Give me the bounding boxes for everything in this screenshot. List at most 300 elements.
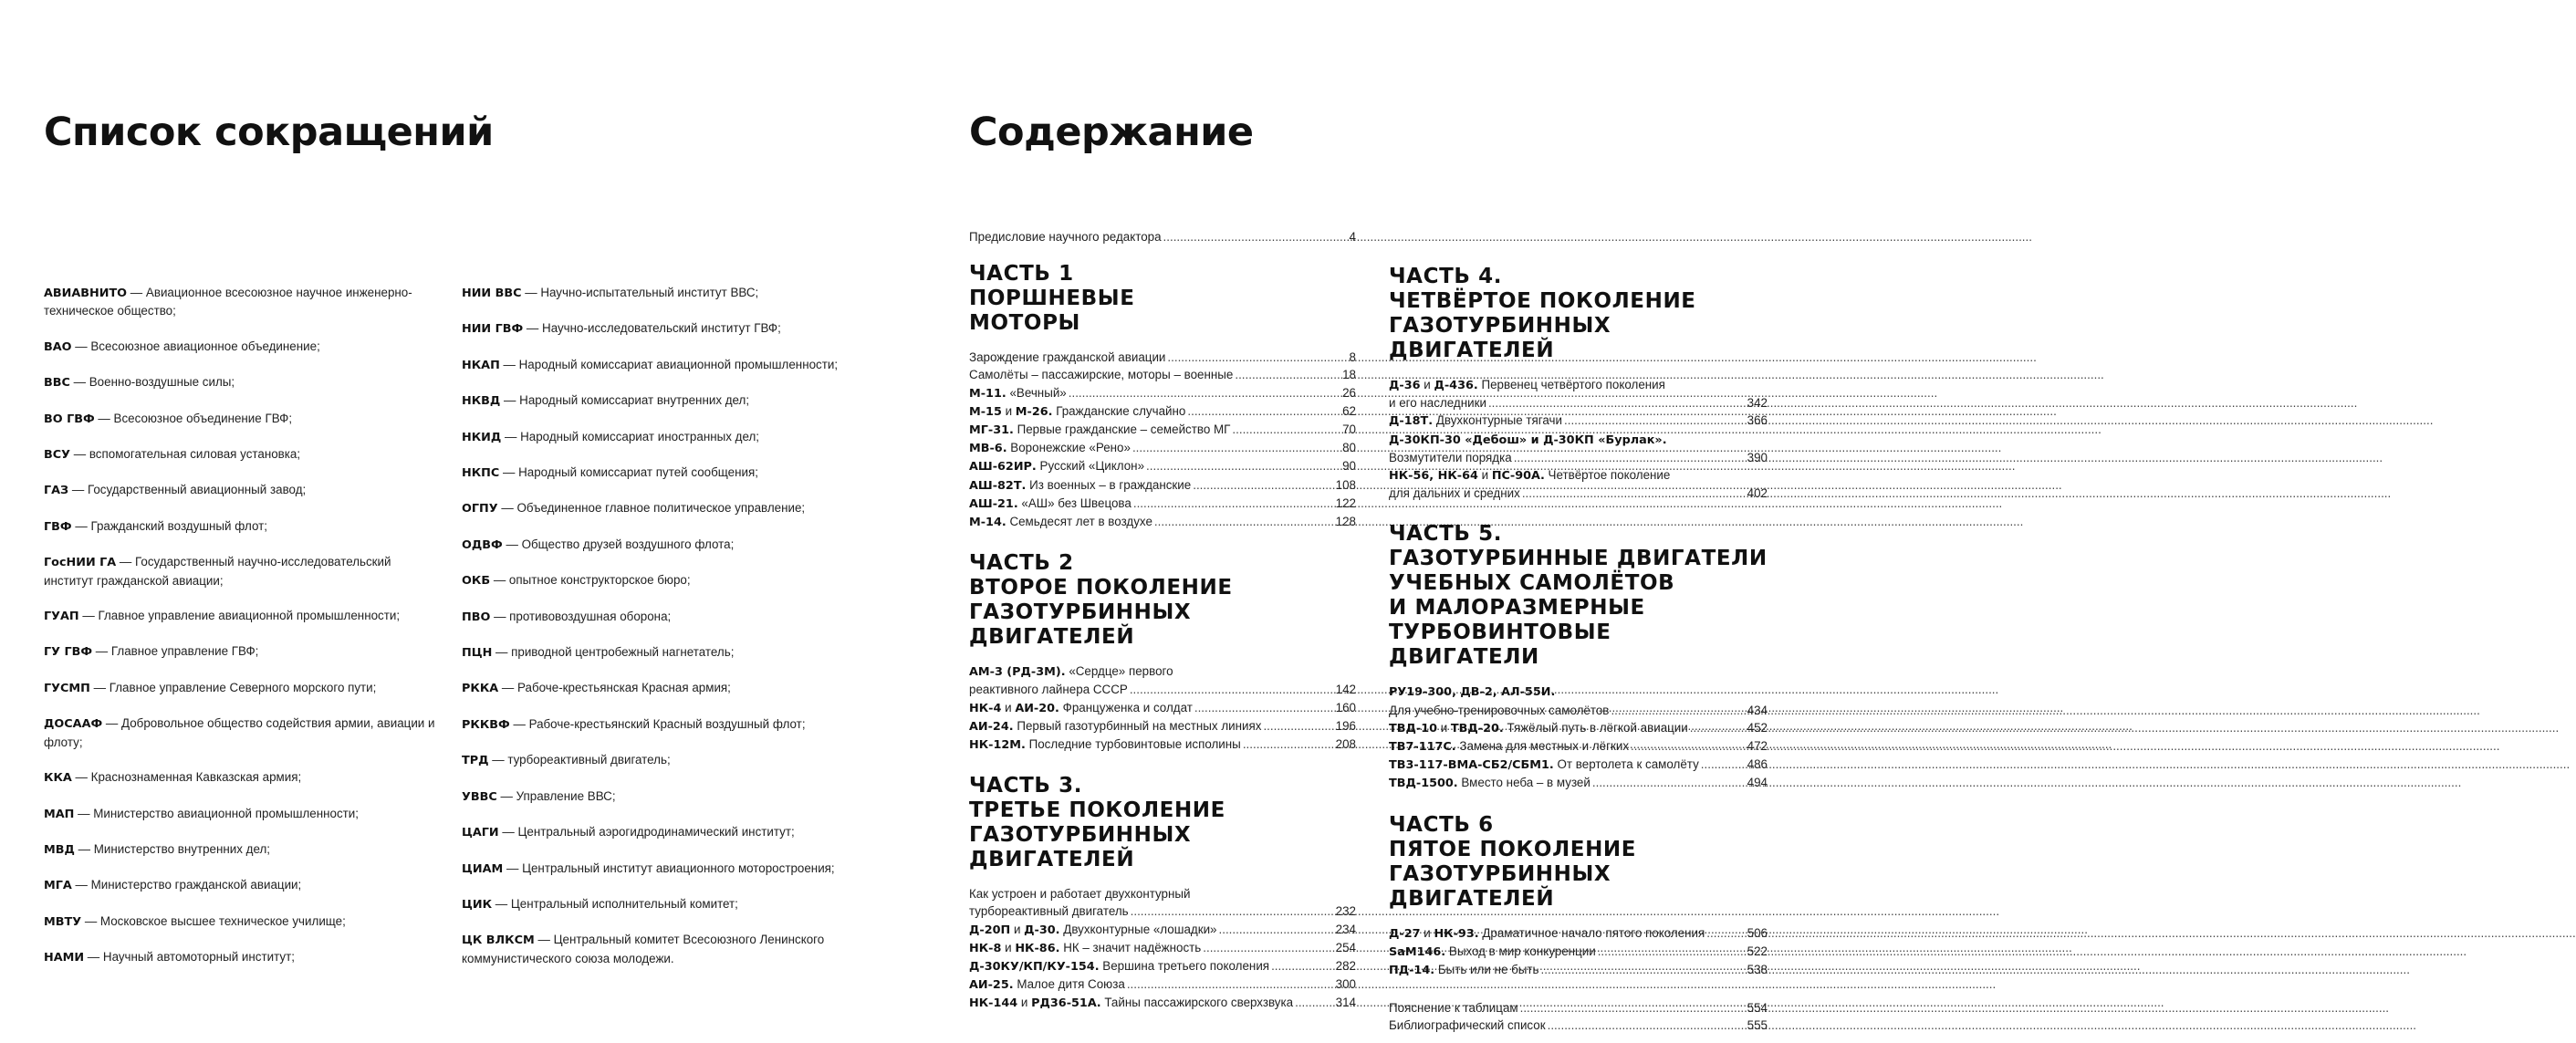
toc-entry[interactable] (1389, 683, 1768, 718)
abbreviation-entry (44, 679, 436, 697)
toc-page-number: 80 (1342, 441, 1356, 455)
toc-entry-line (969, 366, 1356, 383)
toc-leader (1592, 774, 1746, 791)
abbreviation-definition: — Центральный комитет Всесоюзного Ленинского коммунистического союза молодежи. (462, 933, 825, 965)
toc-page-number: 300 (1335, 977, 1356, 992)
abbreviation-entry (462, 536, 891, 554)
toc-entry-text: Драматичное начало пятого поколения (1478, 925, 1705, 940)
toc-entry-text: Вершина третьего поколения (1099, 959, 1270, 974)
toc-page-number: 555 (1747, 1018, 1768, 1033)
toc-entry-text: и (1010, 922, 1025, 936)
abbreviation-term: ГАЗ (44, 484, 69, 498)
toc-page-number: 486 (1747, 757, 1768, 772)
toc-engine-name: ПС-90А. (1491, 469, 1545, 484)
toc-engine-name: АИ-24. (969, 719, 1014, 734)
toc-entry[interactable] (969, 717, 1356, 735)
toc-engine-name: SaM146. (1389, 944, 1446, 959)
toc-page-number: 128 (1335, 515, 1356, 529)
toc-entry-label (1389, 719, 1688, 737)
toc-entry-back-matter[interactable] (1389, 1017, 1768, 1034)
abbreviation-entry (462, 499, 891, 517)
toc-entry-text: Тяжёлый путь в лёгкой авиации (1503, 720, 1688, 735)
abbreviation-definition: — Центральный исполнительный комитет; (492, 896, 738, 911)
toc-entry-label (1389, 702, 1609, 719)
toc-leader (1130, 681, 1334, 698)
toc-entry-line (969, 975, 1356, 994)
part-heading-line: ТРЕТЬЕ ПОКОЛЕНИЕ (969, 798, 1225, 823)
toc-leader (1488, 394, 1746, 412)
toc-entry-line (969, 699, 1356, 717)
toc-engine-name: М-26. (1015, 404, 1053, 419)
toc-part-section (969, 551, 1356, 754)
abbreviation-term: НКИД (462, 430, 502, 444)
toc-entry-first-line (969, 885, 1356, 902)
toc-part-section (1389, 522, 1768, 792)
toc-entry-text: Библиографический список (1389, 1018, 1546, 1033)
abbreviation-definition: — турбореактивный двигатель; (488, 753, 671, 767)
toc-entry-text: и (1017, 996, 1032, 1010)
toc-entry[interactable] (1389, 412, 1768, 430)
toc-entry-text: Воронежские «Рено» (1006, 441, 1131, 455)
toc-entry-text: «Вечный» (1006, 385, 1067, 400)
abbreviation-entry (44, 768, 436, 787)
abbreviation-entry (44, 553, 436, 589)
toc-entry-line (1389, 961, 1768, 979)
toc-entry-line (969, 439, 1356, 457)
toc-entry[interactable] (969, 402, 1356, 421)
abbreviation-entry (462, 895, 891, 913)
abbreviation-term: НКПС (462, 466, 500, 481)
toc-entry-line (969, 457, 1356, 475)
abbreviation-term: ВСУ (44, 448, 71, 463)
abbreviation-entry (462, 679, 891, 697)
toc-entry[interactable] (969, 957, 1356, 975)
abbreviation-term: МВД (44, 842, 75, 857)
part-heading-line: ЧАСТЬ 6 (1389, 812, 1494, 837)
abbreviation-term: ОДВФ (462, 537, 503, 552)
toc-entry-text: От вертолета к самолёту (1553, 757, 1699, 772)
abbreviation-definition: — Научно-исследовательский институт ГВФ; (523, 321, 781, 336)
toc-page-number: 196 (1335, 718, 1356, 733)
toc-engine-name: ТВ7-117С. (1389, 740, 1456, 755)
toc-entry[interactable] (969, 439, 1356, 457)
toc-entry-label (1389, 394, 1486, 412)
abbreviation-entry (44, 714, 436, 751)
toc-page-number: 208 (1335, 737, 1356, 752)
abbreviation-term: ОКБ (462, 574, 491, 589)
toc-entry-line (969, 921, 1356, 939)
toc-entry-text: турбореактивный двигатель (969, 904, 1129, 919)
toc-entry[interactable] (969, 384, 1356, 402)
toc-entry[interactable] (969, 939, 1356, 957)
abbreviation-term: НКАП (462, 358, 500, 372)
toc-page-number: 232 (1335, 904, 1356, 919)
abbreviation-definition: — Авиационное всесоюзное научное инженерно-техническое общество; (44, 286, 412, 318)
toc-engine-name: АИ-25. (969, 978, 1014, 993)
toc-entry-label (1389, 756, 1699, 774)
abbreviation-entry (462, 787, 891, 806)
part-heading-line: И МАЛОРАЗМЕРНЫЕ (1389, 596, 1645, 621)
abbreviation-entry (44, 805, 436, 823)
toc-leader (1219, 921, 1334, 938)
toc-entry-label (1389, 943, 1596, 961)
toc-entry-line (969, 939, 1356, 957)
toc-engine-name: НК-144 (969, 996, 1018, 1011)
toc-engine-name: АИ-20. (1015, 701, 1059, 715)
toc-entry-line (1389, 924, 1768, 943)
toc-entry-preface[interactable] (969, 228, 1356, 245)
abbreviation-entry (44, 481, 436, 499)
abbreviation-entry (462, 356, 891, 374)
toc-engine-name: М-11. (969, 386, 1006, 401)
toc-entry-label (969, 921, 1217, 939)
abbreviation-term: ВО ГВФ (44, 412, 95, 426)
part-heading-line: УЧЕБНЫХ САМОЛЁТОВ (1389, 571, 1675, 596)
abbreviation-entry (44, 338, 436, 356)
abbreviation-entry (44, 410, 436, 428)
toc-leader (1235, 366, 1340, 383)
abbreviation-term: ПЦН (462, 646, 493, 661)
toc-entry-text: Двухконтурные «лошадки» (1059, 922, 1217, 936)
toc-entry-text: Двухконтурные тягачи (1433, 413, 1563, 428)
part-heading-line: ПОРШНЕВЫЕ (969, 287, 1135, 311)
toc-part-heading (1389, 522, 1768, 670)
toc-entry-text: Первенец четвёртого поколения (1477, 378, 1665, 391)
toc-entry-label (969, 513, 1152, 531)
toc-entry-line (969, 513, 1356, 531)
toc-entry-label (969, 717, 1261, 735)
toc-page-number: 390 (1747, 450, 1768, 464)
abbreviation-term: ЦИАМ (462, 861, 504, 876)
toc-entry-line (969, 902, 1356, 920)
toc-entry-label (1389, 449, 1512, 466)
toc-entry[interactable] (969, 699, 1356, 717)
abbreviation-definition: — Рабоче-крестьянская Красная армия; (498, 681, 731, 695)
abbreviation-definition: — Министерство внутренних дел; (74, 841, 271, 856)
toc-engine-name: АШ-21. (969, 496, 1018, 511)
toc-entry[interactable] (1389, 466, 1768, 502)
toc-leader (1520, 999, 1746, 1017)
toc-entry-text: Выход в мир конкуренции (1445, 944, 1596, 958)
toc-entry[interactable] (969, 476, 1356, 495)
abbreviation-definition: — Научно-испытательный институт ВВС; (521, 286, 759, 299)
toc-leader (1133, 495, 1334, 512)
toc-part-section (1389, 813, 1768, 980)
toc-entry[interactable] (1389, 376, 1768, 412)
toc-entry-text: и (1001, 700, 1016, 714)
abbreviation-definition: — противовоздушная оборона; (490, 609, 672, 623)
toc-entry-line (969, 957, 1356, 975)
abbreviation-entry (462, 715, 891, 734)
toc-entry-text: Семьдесят лет в воздухе (1006, 515, 1152, 529)
toc-page-number: 90 (1342, 459, 1356, 474)
toc-column-2 (1389, 265, 1768, 1035)
toc-entry-label (969, 421, 1230, 439)
abbreviation-term: МАП (44, 807, 75, 821)
toc-page-number: 434 (1747, 703, 1768, 717)
toc-entry-label (1389, 412, 1562, 430)
toc-entry-label (969, 681, 1128, 698)
abbreviation-definition: — Центральный аэрогидродинамический институт; (498, 825, 795, 840)
toc-entry-text: Замена для местных и лёгких (1455, 739, 1630, 754)
toc-entry[interactable] (969, 513, 1356, 531)
toc-entry[interactable] (969, 495, 1356, 513)
part-heading-line: ЧАСТЬ 3. (969, 774, 1083, 798)
toc-page-number: 282 (1335, 959, 1356, 974)
toc-leader (1232, 421, 1340, 438)
abbreviations-title: Список сокращений (44, 110, 494, 155)
toc-entry[interactable] (969, 975, 1356, 994)
abbreviation-term: ПВО (462, 610, 491, 624)
toc-leader (1631, 737, 1746, 755)
toc-entry-line (1389, 999, 1768, 1017)
toc-entry-text: Четвёртое поколение (1544, 468, 1671, 483)
toc-page-number: 538 (1747, 963, 1768, 977)
toc-engine-name: ТВД-1500. (1389, 777, 1458, 791)
toc-leader (1187, 402, 1340, 420)
abbreviation-entry (462, 571, 891, 589)
toc-leader (1193, 476, 1333, 494)
abbreviation-entry (44, 948, 436, 966)
toc-entry[interactable] (969, 921, 1356, 939)
toc-leader (1564, 412, 1746, 429)
abbreviation-definition: — приводной центробежный нагнетатель; (492, 645, 735, 660)
toc-entry-line (969, 402, 1356, 421)
toc-page-number: 472 (1747, 739, 1768, 754)
toc-entry-label (969, 439, 1131, 457)
toc-leader (1243, 735, 1334, 753)
toc-engine-name: Д-30КУ/КП/КУ-154. (969, 960, 1100, 975)
toc-entry[interactable] (1389, 961, 1768, 979)
toc-entry-text: Первые гражданские – семейство МГ (1013, 422, 1231, 437)
abbreviation-definition: — Министерство гражданской авиации; (71, 878, 302, 892)
toc-page-number: 452 (1747, 720, 1768, 735)
toc-entry[interactable] (1389, 774, 1768, 792)
toc-entry-line (969, 476, 1356, 495)
abbreviations-column-1 (44, 284, 436, 985)
toc-page-number: 234 (1335, 922, 1356, 936)
toc-entry-text: Из военных – в гражданские (1026, 477, 1192, 492)
toc-page-number: 160 (1335, 700, 1356, 714)
toc-entry[interactable] (1389, 737, 1768, 756)
toc-entry-text: Вместо неба – в музей (1457, 776, 1590, 790)
toc-entry[interactable] (969, 662, 1356, 698)
abbreviation-entry (44, 876, 436, 894)
toc-entry-label (1389, 485, 1520, 502)
toc-entry-label (969, 457, 1144, 475)
toc-engine-name: Д-36 (1389, 379, 1421, 392)
toc-page-number: 522 (1747, 944, 1768, 958)
toc-engine-name: Д-30КП-30 «Дебош» и Д-30КП «Бурлак». (1389, 433, 1667, 447)
toc-entry-text: Как устроен и работает двухконтурный (969, 887, 1191, 902)
toc-entry-first-line (1389, 683, 1768, 701)
abbreviation-definition: — Гражданский воздушный флот; (71, 518, 267, 533)
toc-entry-label (969, 366, 1233, 383)
abbreviation-entry (462, 319, 891, 338)
toc-entry-first-line (1389, 466, 1768, 485)
toc-entry-label (969, 902, 1129, 920)
abbreviation-definition: — Управление ВВС; (496, 788, 616, 803)
toc-entry-line (1389, 756, 1768, 774)
abbreviation-entry (462, 860, 891, 878)
toc-engine-name: АМ-3 (РД-3М). (969, 665, 1066, 680)
abbreviation-term: МГА (44, 879, 72, 893)
abbreviation-definition: — Краснознаменная Кавказская армия; (71, 770, 302, 785)
toc-leader (1514, 449, 1746, 466)
toc-part-section (969, 774, 1356, 1012)
part-heading-line: ЧАСТЬ 1 (969, 262, 1074, 287)
abbreviation-definition: — Главное управление ГВФ; (92, 644, 259, 659)
toc-engine-name: МГ-31. (969, 423, 1014, 438)
abbreviation-term: ЦАГИ (462, 826, 499, 840)
part-heading-line: ГАЗОТУРБИННЫЕ ДВИГАТЕЛИ (1389, 547, 1768, 571)
toc-entry[interactable] (1389, 756, 1768, 774)
toc-entry-label (969, 957, 1269, 975)
toc-entry[interactable] (969, 457, 1356, 475)
toc-entry-text: Первый газотурбинный на местных линиях (1013, 718, 1262, 733)
toc-entry-text: Быть или не быть (1434, 963, 1539, 977)
toc-entry-line (969, 681, 1356, 698)
toc-entry-text: Француженка и солдат (1059, 700, 1193, 714)
toc-leader (1271, 957, 1334, 975)
toc-entry[interactable] (969, 994, 1356, 1012)
toc-entry-text: и (1001, 940, 1016, 954)
toc-page-number: 554 (1747, 1001, 1768, 1016)
toc-engine-name: АШ-62ИР. (969, 460, 1037, 475)
abbreviation-entry (462, 931, 891, 967)
toc-engine-name: ТВД-10 (1389, 721, 1437, 735)
abbreviation-entry (462, 284, 891, 302)
abbreviation-definition: — Военно-воздушные силы; (69, 375, 235, 390)
toc-entry-back-matter[interactable] (1389, 999, 1768, 1017)
toc-entry-line (1389, 1017, 1768, 1034)
toc-leader (1706, 924, 1745, 942)
toc-entry-text: «Сердце» первого (1065, 664, 1173, 679)
abbreviation-definition: — Народный комиссариат иностранных дел; (501, 429, 760, 443)
toc-entry[interactable] (969, 735, 1356, 754)
toc-back-matter (1389, 999, 1768, 1034)
toc-part-heading (1389, 813, 1768, 912)
toc-entry-line (969, 495, 1356, 513)
toc-entry-text: Предисловие научного редактора (969, 230, 1162, 244)
toc-entry-line (1389, 702, 1768, 719)
toc-entry[interactable] (1389, 719, 1768, 737)
abbreviation-entry (44, 284, 436, 320)
abbreviation-term: ОГПУ (462, 502, 498, 516)
part-heading-line: ТУРБОВИНТОВЫЕ ДВИГАТЕЛИ (1389, 621, 1611, 670)
toc-leader (1127, 975, 1334, 993)
part-heading-line: МОТОРЫ (969, 311, 1080, 336)
toc-part-heading (969, 551, 1356, 650)
toc-leader (1167, 349, 1347, 366)
toc-engine-name: Д-20П (969, 923, 1011, 937)
abbreviation-entry (44, 517, 436, 536)
abbreviation-definition: — опытное конструкторское бюро; (490, 573, 691, 588)
abbreviation-definition: — Всесоюзное авиационное объединение; (71, 339, 320, 353)
toc-page-number: 314 (1335, 996, 1356, 1010)
toc-page-number: 366 (1747, 413, 1768, 428)
toc-entry-line (1389, 412, 1768, 430)
abbreviation-definition: — Государственный авиационный завод; (68, 483, 307, 497)
abbreviation-definition: — Государственный научно-исследовательский институт гражданской авиации; (44, 555, 391, 588)
toc-entry-text: и (1420, 378, 1434, 391)
toc-entry-text: Для учебно-тренировочных самолётов (1389, 703, 1610, 717)
abbreviation-entry (462, 428, 891, 446)
toc-entry-label (969, 402, 1185, 421)
abbreviation-definition: — Объединенное главное политическое управление; (497, 501, 806, 516)
toc-part-section (969, 262, 1356, 531)
abbreviation-term: ВАО (44, 339, 72, 354)
abbreviation-definition: — Народный комиссариат внутренних дел; (500, 393, 750, 408)
abbreviation-definition: — Народный комиссариат путей сообщения; (499, 465, 758, 480)
toc-leader (1263, 717, 1333, 735)
toc-engine-name: Д-30. (1024, 923, 1060, 937)
toc-engine-name: НК-86. (1015, 941, 1060, 955)
abbreviation-entry (462, 643, 891, 662)
toc-leader (1701, 756, 1746, 773)
toc-entry-line (1389, 485, 1768, 502)
toc-entry[interactable] (1389, 431, 1768, 466)
toc-entry-line (969, 384, 1356, 402)
toc-engine-name: М-15 (969, 404, 1002, 419)
toc-entry-text: Гражданские случайно (1052, 403, 1186, 418)
toc-entry[interactable] (1389, 924, 1768, 943)
toc-page-number: 494 (1747, 776, 1768, 790)
toc-entry[interactable] (1389, 943, 1768, 961)
toc-entry[interactable] (969, 885, 1356, 920)
toc-page-number: 18 (1342, 368, 1356, 382)
toc-entry-text: и его наследники (1389, 396, 1486, 411)
part-heading-line: ГАЗОТУРБИННЫХ ДВИГАТЕЛЕЙ (969, 600, 1192, 650)
toc-entry-label (1389, 961, 1539, 979)
abbreviation-term: ГУАП (44, 610, 79, 624)
toc-engine-name: РУ19-300, ДВ-2, АЛ-55И. (1389, 685, 1556, 700)
part-heading-line: ЧАСТЬ 4. (1389, 265, 1503, 288)
toc-leader (1194, 699, 1334, 716)
part-heading-line: ЧАСТЬ 2 (969, 551, 1074, 576)
part-heading-line: ГАЗОТУРБИННЫХ ДВИГАТЕЛЕЙ (1389, 861, 1611, 911)
part-heading-line: ПЯТОЕ ПОКОЛЕНИЕ (1389, 837, 1637, 861)
toc-entry-text: «АШ» без Швецова (1017, 495, 1132, 510)
abbreviation-term: ГВФ (44, 519, 72, 534)
abbreviation-entry (462, 823, 891, 841)
toc-leader (1548, 1017, 1746, 1034)
toc-engine-name: Д-18Т. (1389, 414, 1434, 429)
toc-part-heading (969, 774, 1356, 872)
part-heading-line: ЧАСТЬ 5. (1389, 522, 1503, 547)
toc-part-heading (969, 262, 1356, 336)
toc-entry-line (1389, 394, 1768, 412)
toc-entry[interactable] (969, 421, 1356, 439)
toc-engine-name: ПД-14. (1389, 964, 1435, 978)
abbreviation-term: АВИАВНИТО (44, 287, 128, 300)
abbreviation-entry (462, 391, 891, 410)
abbreviation-term: НКВД (462, 394, 501, 409)
toc-entry-text: Русский «Циклон» (1036, 459, 1145, 474)
toc-engine-name: ТВ3-117-ВМА-СБ2/СБМ1. (1389, 758, 1554, 773)
toc-entry-label (969, 975, 1125, 994)
toc-entry[interactable] (969, 349, 1356, 366)
abbreviation-term: РККА (462, 682, 499, 696)
abbreviation-entry (44, 373, 436, 391)
toc-entry-text: Зарождение гражданской авиации (969, 350, 1166, 365)
toc-entry-text: и (1001, 403, 1016, 418)
toc-entry[interactable] (969, 366, 1356, 383)
toc-leader (1295, 994, 1334, 1011)
toc-entry-text: и (1437, 720, 1451, 735)
toc-part-heading (1389, 265, 1768, 363)
abbreviation-definition: — Общество друзей воздушного флота; (502, 537, 735, 551)
